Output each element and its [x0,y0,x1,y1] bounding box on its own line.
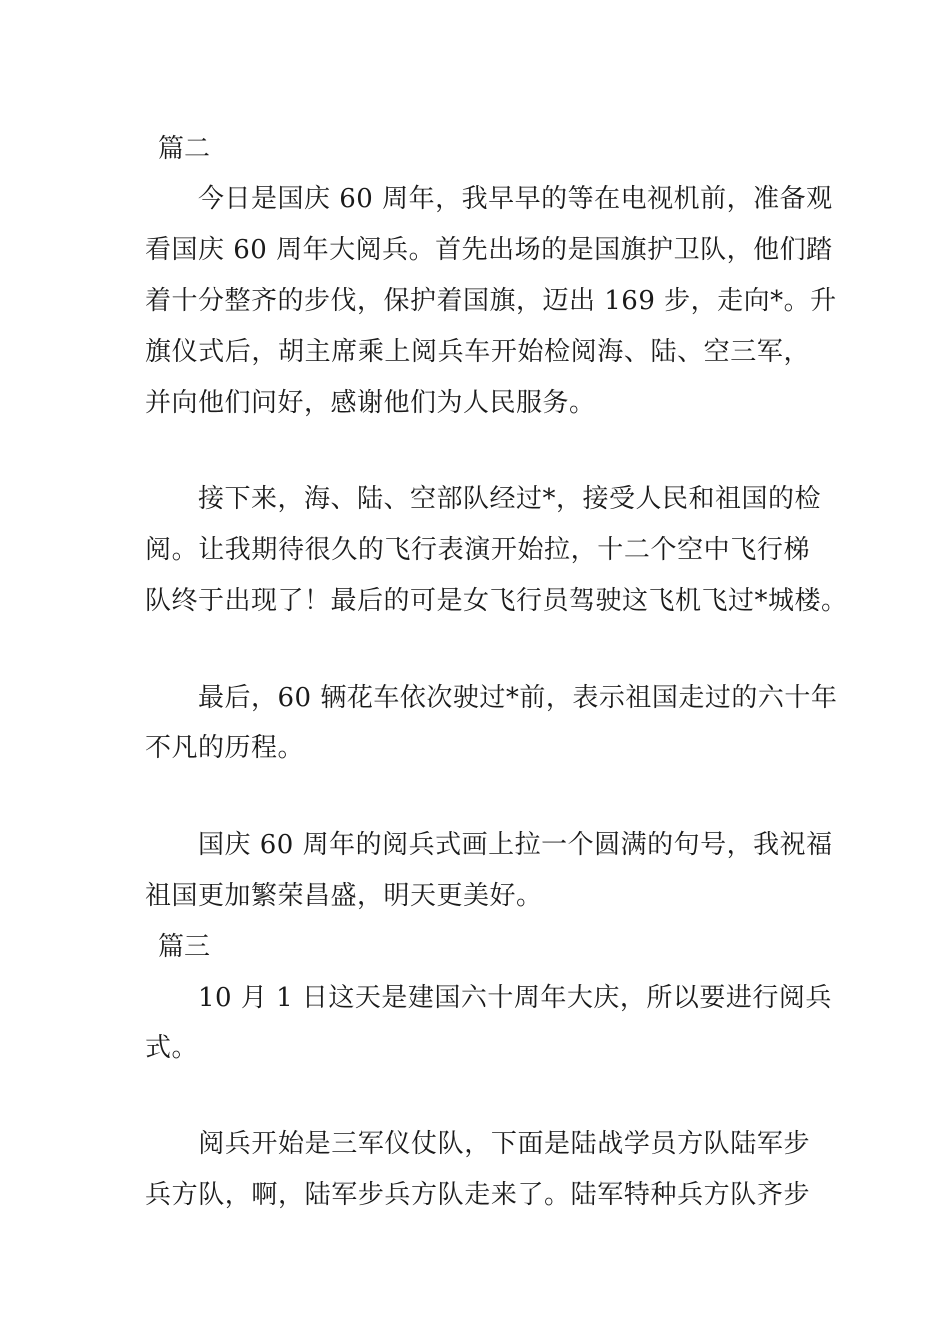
text-line: 式。 [145,1033,199,1063]
text-line: 旗仪式后，胡主席乘上阅兵车开始检阅海、陆、空三军， [145,337,810,367]
text-line: 最后，60 辆花车依次驶过*前，表示祖国走过的六十年 [145,683,838,713]
text-line: 今日是国庆 60 周年，我早早的等在电视机前，准备观 [145,184,833,214]
text-line: 兵方队，啊，陆军步兵方队走来了。陆军特种兵方队齐步 [145,1180,810,1210]
text-line: 看国庆 60 周年大阅兵。首先出场的是国旗护卫队，他们踏 [145,235,833,265]
text-line: 阅兵开始是三军仪仗队，下面是陆战学员方队陆军步 [145,1129,810,1159]
section-heading: 篇二 [158,134,211,164]
text-line: 10 月 1 日这天是建国六十周年大庆，所以要进行阅兵 [145,983,832,1013]
text-line: 阅。让我期待很久的飞行表演开始拉，十二个空中飞行梯 [145,535,810,565]
text-line: 不凡的历程。 [145,733,305,763]
text-line: 并向他们问好，感谢他们为人民服务。 [145,388,596,418]
text-line: 接下来，海、陆、空部队经过*，接受人民和祖国的检 [145,484,822,514]
text-line: 着十分整齐的步伐，保护着国旗，迈出 169 步，走向*。升 [145,286,837,316]
text-line: 祖国更加繁荣昌盛，明天更美好。 [145,881,543,911]
section-heading: 篇三 [158,932,211,962]
text-line: 国庆 60 周年的阅兵式画上拉一个圆满的句号，我祝福 [145,830,833,860]
text-line: 队终于出现了！最后的可是女飞行员驾驶这飞机飞过*城楼。 [145,586,848,616]
